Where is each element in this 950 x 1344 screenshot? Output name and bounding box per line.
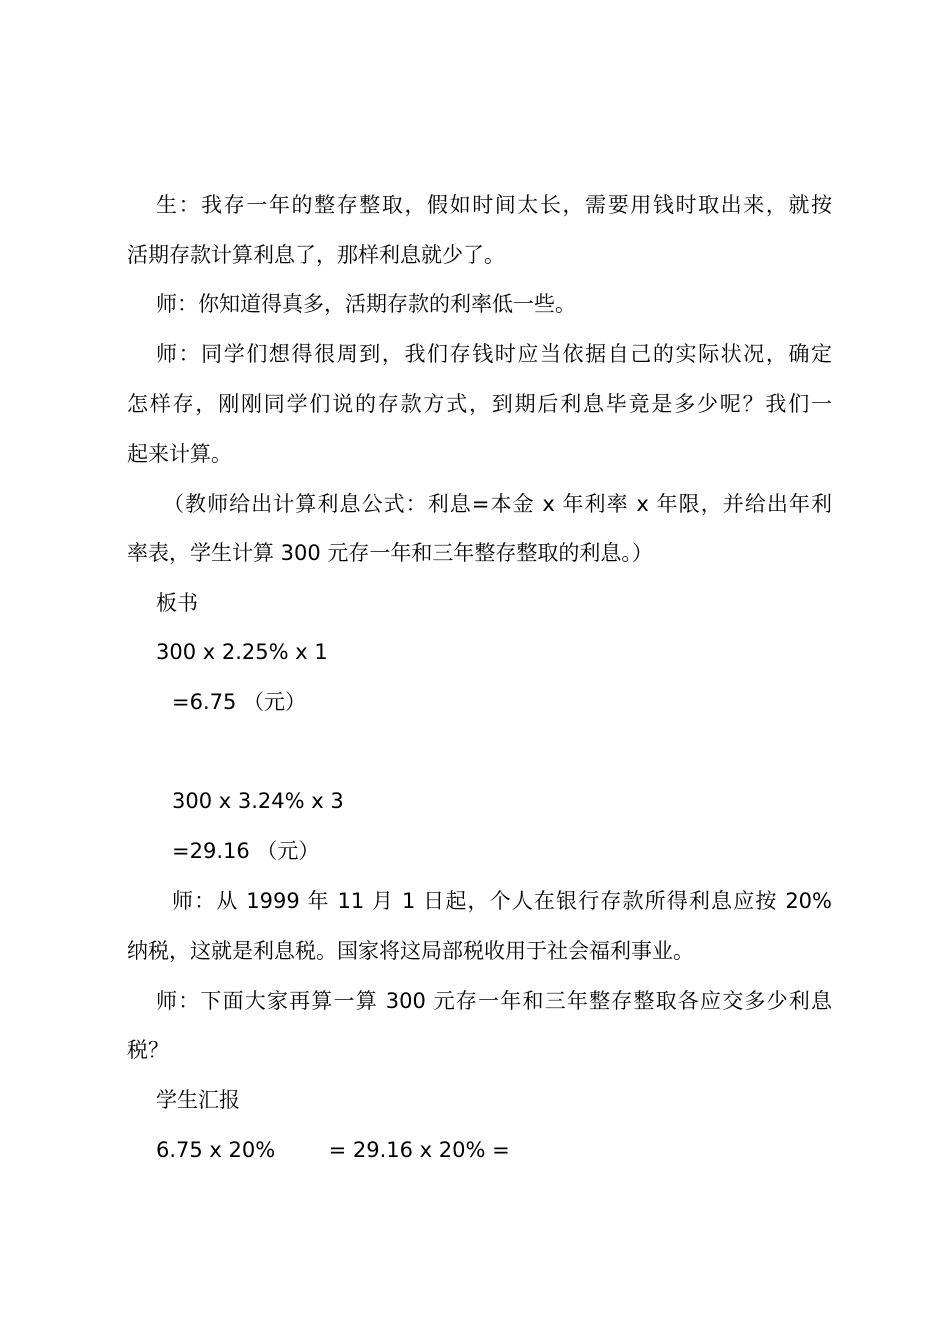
formula-result: =29.16 （元） (172, 839, 320, 863)
paragraph-line: 师：你知道得真多，活期存款的利率低一些。 (156, 292, 576, 316)
paragraph-line: 师：从 1999 年 11 月 1 日起，个人在银行存款所得利息应按 20% (172, 889, 832, 913)
paragraph-line: 纳税，这就是利息税。国家将这局部税收用于社会福利事业。 (127, 939, 694, 963)
paragraph-line: 率表，学生计算 300 元存一年和三年整存整取的利息。） (127, 541, 653, 565)
section-label: 学生汇报 (156, 1088, 240, 1112)
paragraph-line: 师：下面大家再算一算 300 元存一年和三年整存整取各应交多少利息 (156, 989, 832, 1013)
paragraph-line: 起来计算。 (127, 442, 232, 466)
formula-line: 300 x 2.25% x 1 (156, 640, 328, 664)
formula-line: 300 x 3.24% x 3 (172, 789, 344, 813)
paragraph-line: 活期存款计算利息了，那样利息就少了。 (127, 243, 505, 267)
paragraph-line: 生：我存一年的整存整取，假如时间太长，需要用钱时取出来，就按 (156, 193, 832, 217)
board-heading: 板书 (156, 591, 198, 615)
paragraph-line: 怎样存，刚刚同学们说的存款方式，到期后利息毕竟是多少呢？我们一 (127, 392, 832, 416)
formula-result: =6.75 （元） (172, 690, 307, 714)
paragraph-line: （教师给出计算利息公式：利息=本金 x 年利率 x 年限，并给出年利 (163, 492, 832, 516)
formula-line: 6.75 x 20% = 29.16 x 20% = (156, 1138, 510, 1162)
paragraph-line: 税？ (127, 1038, 169, 1062)
paragraph-line: 师：同学们想得很周到，我们存钱时应当依据自己的实际状况，确定 (156, 342, 832, 366)
